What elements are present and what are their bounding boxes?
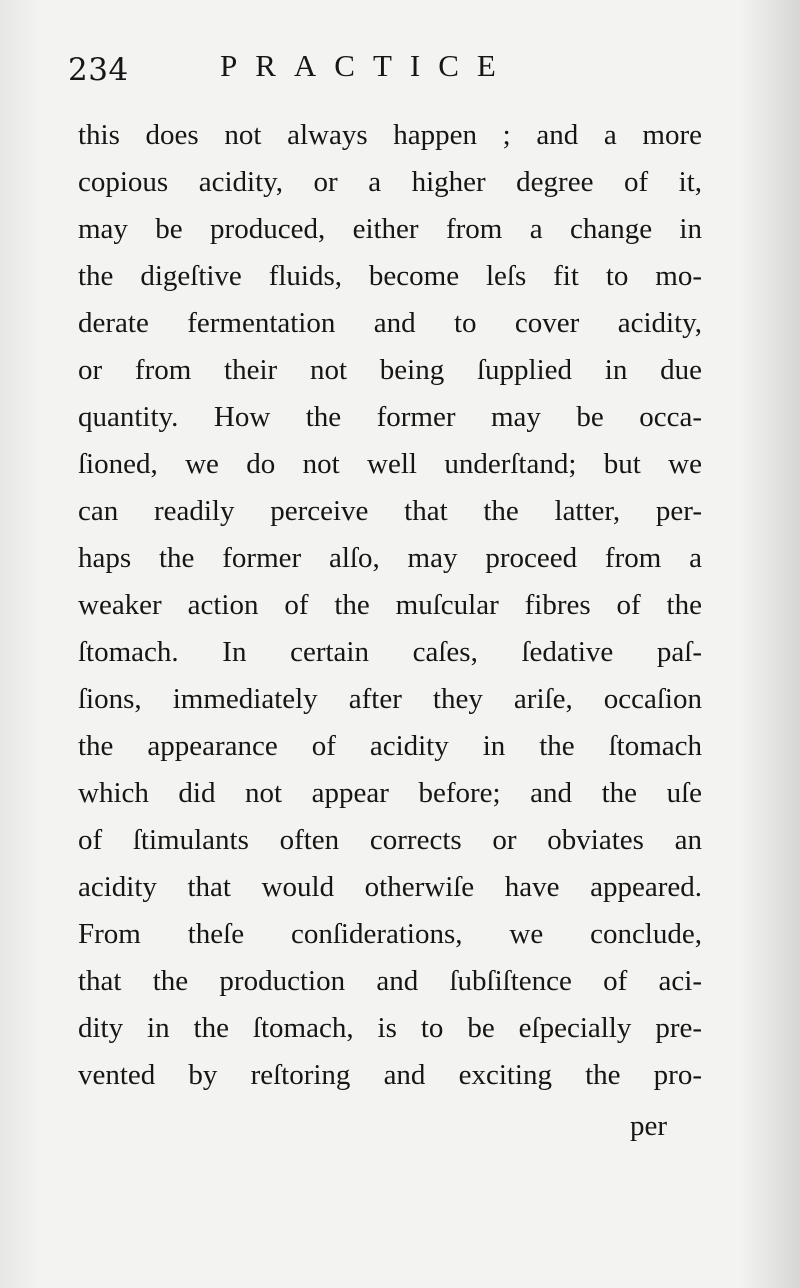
text-line: that the production and ſubſiſtence of aci- xyxy=(78,965,702,997)
text-line: which did not appear before; and the uſe xyxy=(78,777,702,809)
text-line: or from their not being ſupplied in due xyxy=(78,354,702,386)
text-line: weaker action of the muſcular fibres of the xyxy=(78,589,702,621)
text-line: acidity that would otherwiſe have appeared. xyxy=(78,871,702,903)
text-line: From theſe conſiderations, we conclude, xyxy=(78,918,702,950)
text-line: this does not always happen ; and a more xyxy=(78,119,702,151)
body-text xyxy=(78,112,702,1099)
page-header xyxy=(68,48,700,92)
text-line: copious acidity, or a higher degree of it, xyxy=(78,166,702,198)
text-line: vented by reſtoring and exciting the pro- xyxy=(78,1059,702,1091)
text-line: quantity. How the former may be occa- xyxy=(78,401,702,433)
text-line: may be produced, either from a change in xyxy=(78,213,702,245)
text-line: can readily perceive that the latter, per- xyxy=(78,495,702,527)
text-line: dity in the ſtomach, is to be eſpecially pre- xyxy=(78,1012,702,1044)
catchword: per xyxy=(630,1110,668,1142)
text-line: derate fermentation and to cover acidity, xyxy=(78,307,702,339)
text-line: ſions, immediately after they ariſe, occaſion xyxy=(78,683,702,715)
running-head: PRACTICE xyxy=(220,48,514,83)
text-line: the appearance of acidity in the ſtomach xyxy=(78,730,702,762)
page-number: 234 xyxy=(68,52,129,88)
text-line: the digeſtive fluids, become leſs fit to mo- xyxy=(78,260,702,292)
text-line: ſtomach. In certain caſes, ſedative paſ- xyxy=(78,636,702,668)
text-line: ſioned, we do not well underſtand; but we xyxy=(78,448,702,480)
text-line: of ſtimulants often corrects or obviates an xyxy=(78,824,702,856)
text-line: haps the former alſo, may proceed from a xyxy=(78,542,702,574)
